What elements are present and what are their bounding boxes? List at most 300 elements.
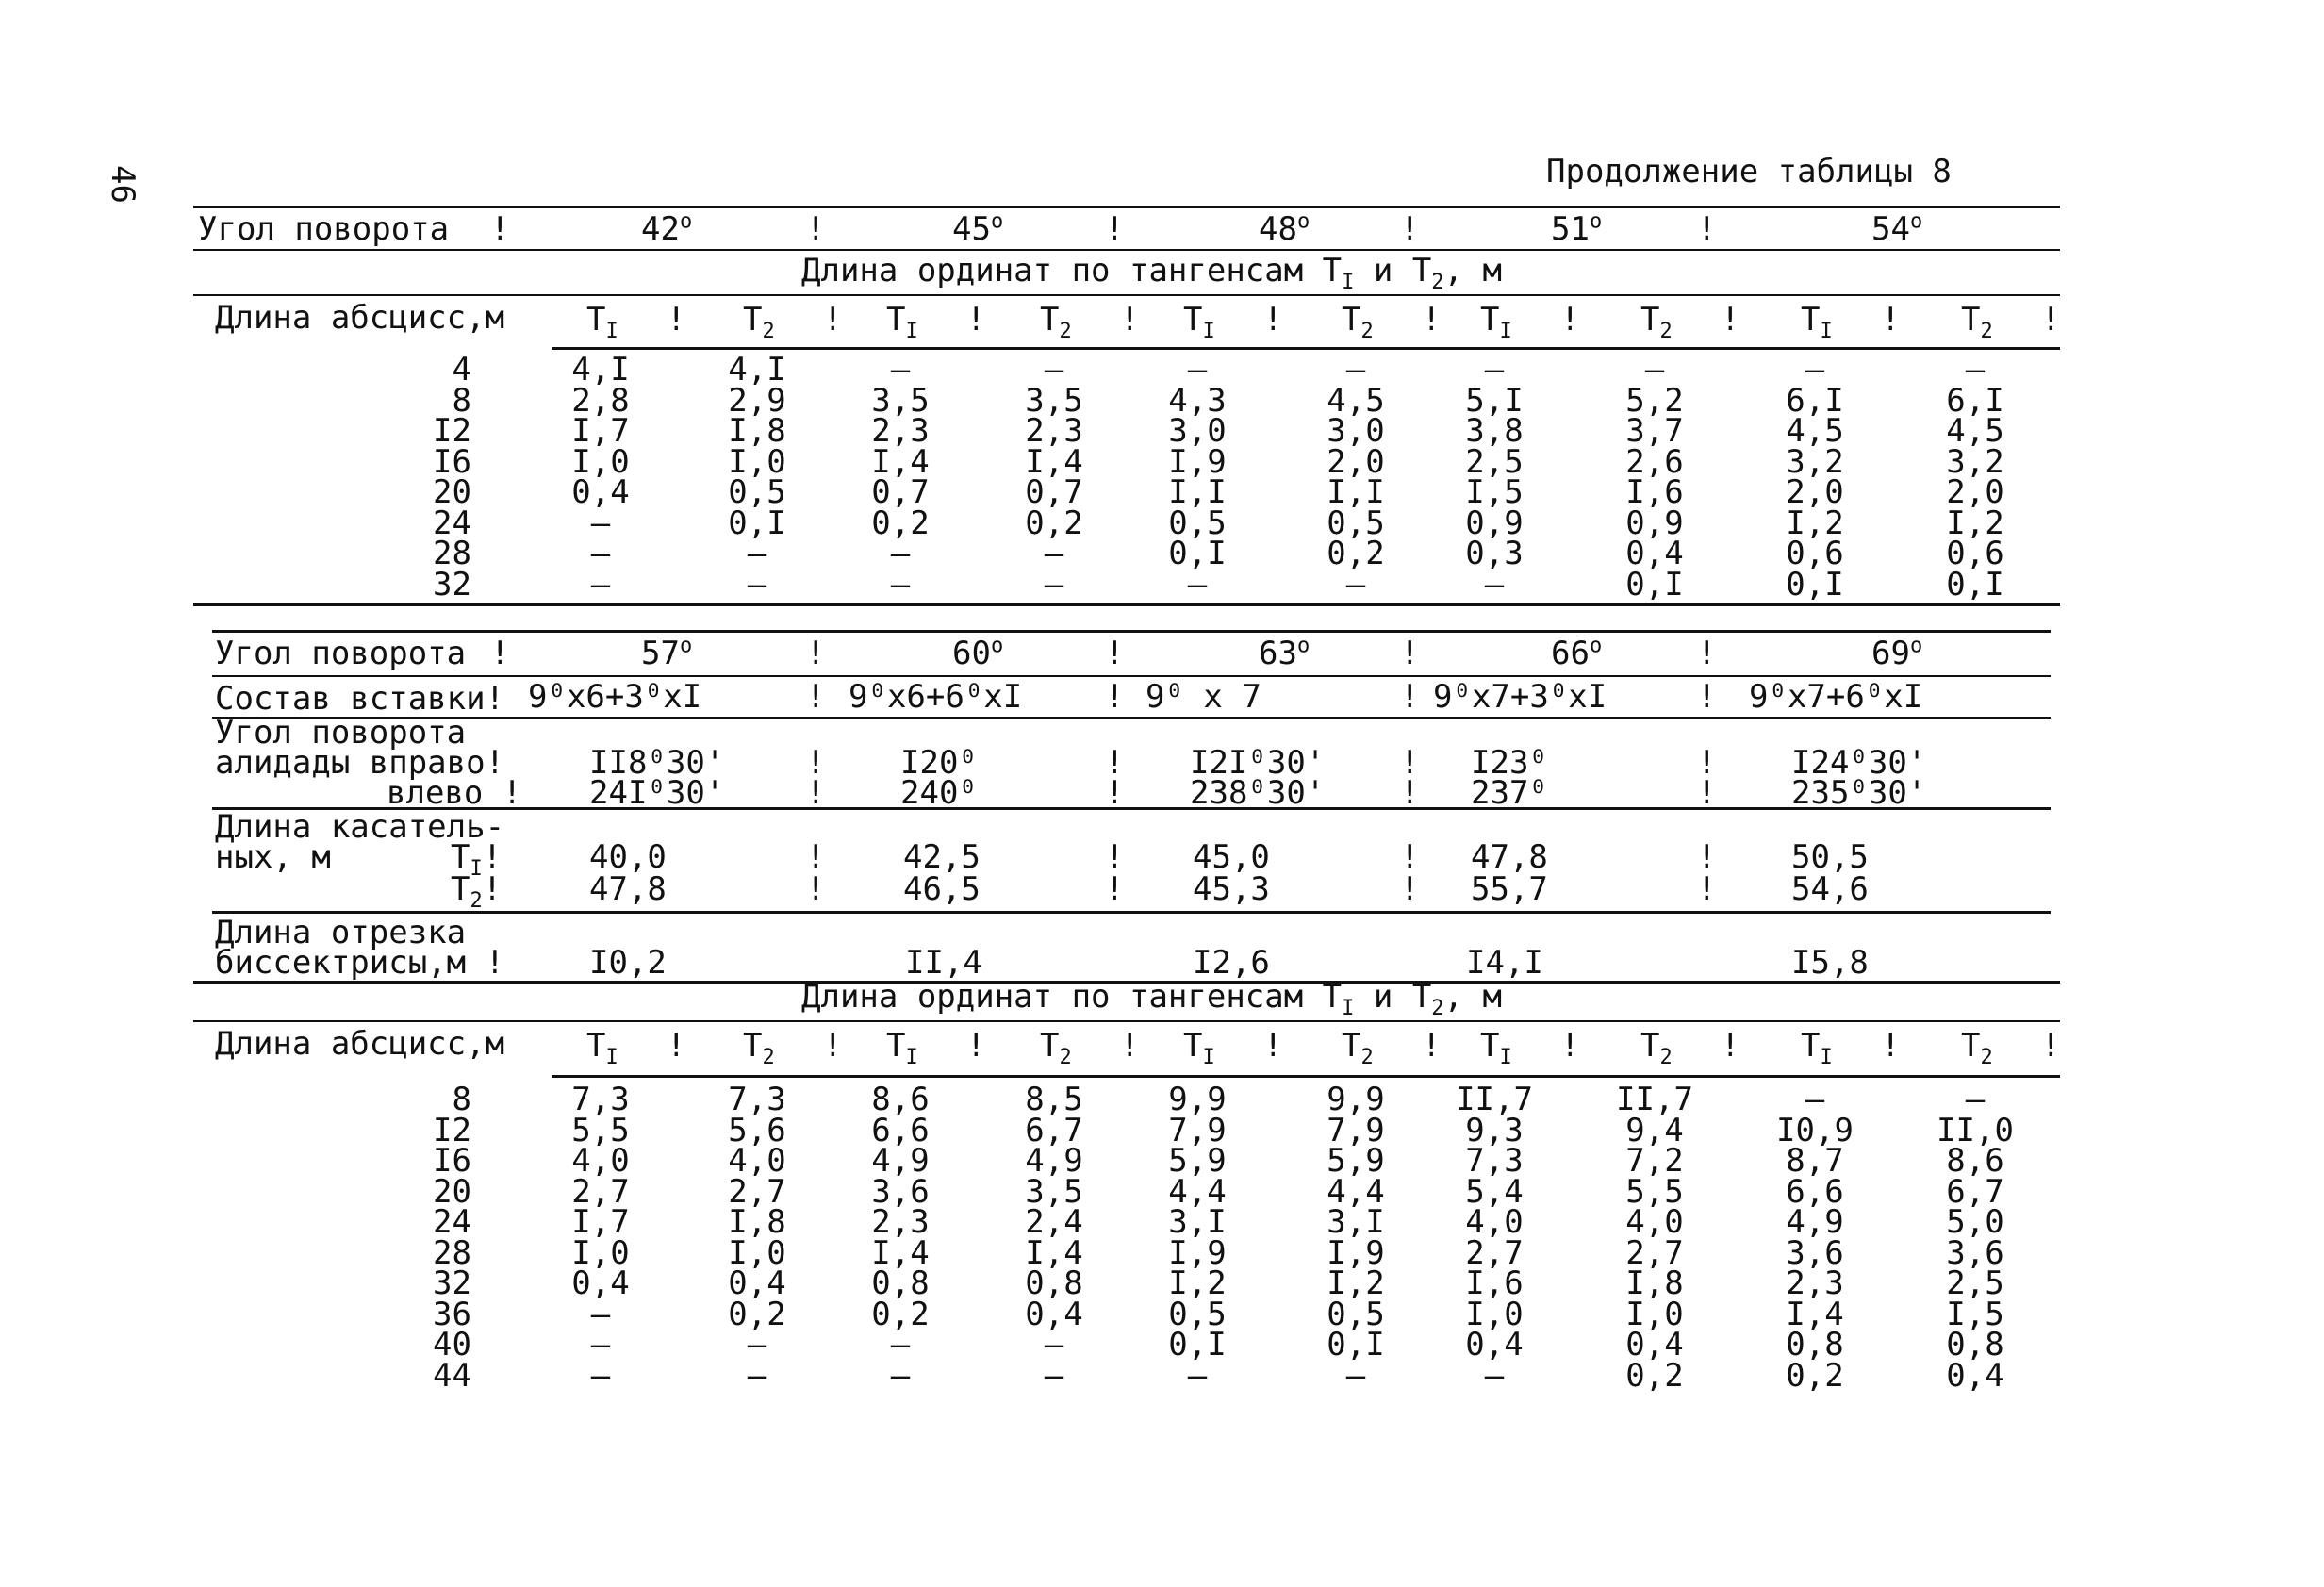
angle-value: 63$^o$ <box>1259 634 1310 672</box>
table-cell: I,4 <box>1786 1295 1844 1333</box>
insert-value: 9⁰х6+3⁰хI <box>528 678 702 716</box>
table-cell: – <box>590 1356 611 1395</box>
t1-header: $T_I$ <box>1480 301 1512 343</box>
table-cell: 0,I <box>1168 1326 1227 1364</box>
table-cell: 7,3 <box>1465 1142 1524 1180</box>
table-cell: 2,6 <box>1625 442 1684 481</box>
table-cell: – <box>747 1356 767 1395</box>
separator: ! <box>1422 301 1442 339</box>
table-cell: – <box>1805 351 1825 388</box>
table-cell: – <box>890 535 911 572</box>
alidade-label-1: Угол поворота <box>215 714 467 752</box>
table-cell: 3,I <box>1327 1203 1385 1241</box>
table-cell: – <box>890 565 911 603</box>
table-cell: 4,5 <box>1327 381 1385 420</box>
table-cell: 0,9 <box>1465 504 1524 542</box>
table-cell: 0,8 <box>1786 1326 1844 1364</box>
table-cell: 0,5 <box>1168 504 1227 542</box>
table-cell: – <box>590 1326 611 1364</box>
table-cell: 8,6 <box>1946 1142 2004 1180</box>
table-cell: 3,8 <box>1465 412 1524 450</box>
table-cell: 0,7 <box>1025 473 1083 511</box>
separator: ! <box>806 635 826 672</box>
value: 42,5 <box>903 838 981 876</box>
rule <box>193 603 2060 606</box>
value: 24I⁰30' <box>589 774 725 812</box>
table-cell: – <box>590 535 611 572</box>
table-cell: – <box>590 504 611 542</box>
separator: ! <box>1400 774 1420 812</box>
tangent-t1-label: $T_I$! <box>451 838 503 881</box>
abscissa-value: 24 <box>433 1203 471 1241</box>
table-cell: 5,9 <box>1327 1142 1385 1180</box>
value: 45,0 <box>1193 838 1270 876</box>
rule <box>212 675 2051 677</box>
table-cell: 0,8 <box>871 1265 930 1302</box>
table-cell: – <box>590 1295 611 1333</box>
table-cell: 5,0 <box>1946 1203 2004 1241</box>
table-cell: 4,0 <box>571 1142 630 1180</box>
insert-value: 9⁰х7+6⁰хI <box>1749 678 1923 716</box>
table-cell: 6,7 <box>1946 1172 2004 1211</box>
separator: ! <box>1400 870 1420 908</box>
table-cell: 3,5 <box>871 381 930 420</box>
angle-value: 45$^o$ <box>952 209 1004 248</box>
t1-header: $T_I$ <box>1183 301 1215 343</box>
table-cell: 3,0 <box>1327 412 1385 450</box>
separator: ! <box>1422 1027 1442 1065</box>
separator: ! <box>1400 678 1420 716</box>
table-cell: I,9 <box>1168 442 1227 481</box>
table-cell: 0,I <box>1168 535 1227 572</box>
separator: ! <box>806 744 826 782</box>
table-cell: 8,7 <box>1786 1142 1844 1180</box>
table-cell: 6,7 <box>1025 1111 1083 1149</box>
abscissa-value: 24 <box>433 504 471 542</box>
table-cell: 0,5 <box>1327 504 1385 542</box>
value: I0,2 <box>589 944 667 982</box>
table-cell: 4,9 <box>1786 1203 1844 1241</box>
table-cell: – <box>1187 565 1208 603</box>
separator: ! <box>1105 870 1125 908</box>
bisector-label-2: биссектрисы,м ! <box>215 944 505 982</box>
table-cell: 4,I <box>571 351 630 388</box>
table-cell: 5,2 <box>1625 381 1684 420</box>
table-cell: I,0 <box>728 442 786 481</box>
table-cell: – <box>1805 1081 1825 1118</box>
separator: ! <box>1697 774 1717 812</box>
separator: ! <box>1120 1027 1140 1065</box>
table-cell: 0,4 <box>571 1265 630 1302</box>
table-cell: 5,9 <box>1168 1142 1227 1180</box>
rule <box>212 911 2051 914</box>
table-cell: 2,0 <box>1946 473 2004 511</box>
table-cell: I,8 <box>1625 1265 1684 1302</box>
t2-header: $T_2$ <box>1640 1027 1673 1069</box>
table-cell: I,2 <box>1168 1265 1227 1302</box>
rule <box>212 630 2051 633</box>
table-cell: 0,7 <box>871 473 930 511</box>
angle-value: 51$^o$ <box>1551 209 1603 248</box>
separator: ! <box>1105 210 1125 248</box>
t1-header: $T_I$ <box>1480 1027 1512 1069</box>
table-cell: 2,0 <box>1327 442 1385 481</box>
table-cell: I,9 <box>1327 1233 1385 1272</box>
separator: ! <box>823 301 843 339</box>
table-cell: 0,I <box>728 504 786 542</box>
separator: ! <box>667 1027 686 1065</box>
table-cell: – <box>747 1326 767 1364</box>
rule <box>193 249 2060 251</box>
tangent-t2-label: $T_2$! <box>451 870 503 913</box>
table-cell: 0,5 <box>728 473 786 511</box>
table-cell: – <box>1345 565 1366 603</box>
table-cell: 0,4 <box>571 473 630 511</box>
table-cell: 0,2 <box>728 1295 786 1333</box>
table-cell: I,0 <box>1465 1295 1524 1333</box>
separator: ! <box>1105 635 1125 672</box>
t1-header: $T_I$ <box>1801 1027 1833 1069</box>
separator: ! <box>490 210 510 248</box>
table-cell: 0,3 <box>1465 535 1524 572</box>
value: 238⁰30' <box>1190 774 1326 812</box>
t2-header: $T_2$ <box>1342 301 1374 343</box>
table-cell: 2,5 <box>1946 1265 2004 1302</box>
abscissa-label-2: Длина абсцисс,м <box>215 1025 505 1063</box>
table-cell: 0,4 <box>1625 1326 1684 1364</box>
table-cell: – <box>1644 351 1665 388</box>
bisector-label-1: Длина отрезка <box>215 914 467 951</box>
abscissa-value: 28 <box>433 1233 471 1272</box>
table-cell: 4,4 <box>1168 1172 1227 1211</box>
table-cell: 0,8 <box>1946 1326 2004 1364</box>
t2-header: $T_2$ <box>1040 301 1072 343</box>
table-cell: 5,4 <box>1465 1172 1524 1211</box>
table-cell: – <box>590 565 611 603</box>
table-cell: 4,5 <box>1786 412 1844 450</box>
table-cell: I,0 <box>1625 1295 1684 1333</box>
table-cell: 2,3 <box>1025 412 1083 450</box>
table-cell: I,6 <box>1465 1265 1524 1302</box>
value: I5,8 <box>1791 944 1869 982</box>
table-cell: 2,9 <box>728 381 786 420</box>
value: I20⁰ <box>900 744 978 782</box>
rule <box>552 347 2060 350</box>
abscissa-value: 8 <box>452 1081 471 1118</box>
separator: ! <box>1697 635 1717 672</box>
table-cell: I,I <box>1168 473 1227 511</box>
table-cell: I0,9 <box>1776 1111 1854 1149</box>
value: II,4 <box>905 944 982 982</box>
angle-value: 42$^o$ <box>641 209 693 248</box>
table-cell: 4,9 <box>1025 1142 1083 1180</box>
separator: ! <box>806 774 826 812</box>
table-cell: 4,4 <box>1327 1172 1385 1211</box>
table-cell: I,2 <box>1327 1265 1385 1302</box>
insert-value: 9⁰ х 7 <box>1146 678 1261 716</box>
table-cell: I,8 <box>728 412 786 450</box>
abscissa-value: I2 <box>433 412 471 450</box>
table-cell: – <box>1484 351 1505 388</box>
separator: ! <box>1400 838 1420 876</box>
t1-header: $T_I$ <box>1801 301 1833 343</box>
separator: ! <box>1120 301 1140 339</box>
separator: ! <box>1697 678 1717 716</box>
separator: ! <box>1697 744 1717 782</box>
t2-header: $T_2$ <box>743 301 775 343</box>
table-cell: – <box>1484 1356 1505 1395</box>
separator: ! <box>806 838 826 876</box>
table-cell: – <box>1345 1356 1366 1395</box>
separator: ! <box>490 635 510 672</box>
table-cell: 0,5 <box>1327 1295 1385 1333</box>
abscissa-value: 4 <box>452 351 471 388</box>
alidade-label-3: влево ! <box>387 774 522 812</box>
separator: ! <box>1881 1027 1901 1065</box>
table-cell: 8,6 <box>871 1081 930 1118</box>
insert-value: 9⁰х6+6⁰хI <box>849 678 1023 716</box>
value: I4,I <box>1466 944 1543 982</box>
table-cell: – <box>1044 565 1064 603</box>
value: I23⁰ <box>1471 744 1548 782</box>
table-cell: I,I <box>1327 473 1385 511</box>
separator: ! <box>1881 301 1901 339</box>
table-cell: – <box>1044 351 1064 388</box>
tangent-label-2: ных, м <box>215 838 331 876</box>
separator: ! <box>1105 838 1125 876</box>
table-cell: 5,I <box>1465 381 1524 420</box>
value: 240⁰ <box>900 774 978 812</box>
table-cell: 0,8 <box>1025 1265 1083 1302</box>
table-cell: 7,3 <box>728 1081 786 1118</box>
table-cell: 5,5 <box>1625 1172 1684 1211</box>
table-cell: 2,7 <box>728 1172 786 1211</box>
table-cell: 9,9 <box>1327 1081 1385 1118</box>
table-cell: – <box>890 1326 911 1364</box>
abscissa-value: 36 <box>433 1295 471 1333</box>
table-cell: I,4 <box>1025 1233 1083 1272</box>
table-cell: I,2 <box>1786 504 1844 542</box>
table-cell: 0,4 <box>1025 1295 1083 1333</box>
table-cell: – <box>747 535 767 572</box>
value: II8⁰30' <box>589 744 725 782</box>
table-cell: II,7 <box>1616 1081 1693 1118</box>
value: 45,3 <box>1193 870 1270 908</box>
angle-value: 54$^o$ <box>1871 209 1923 248</box>
table-cell: 0,4 <box>1625 535 1684 572</box>
value: 54,6 <box>1791 870 1869 908</box>
table-cell: 0,4 <box>728 1265 786 1302</box>
separator: ! <box>667 301 686 339</box>
separator: ! <box>1105 678 1125 716</box>
table-cell: 0,I <box>1946 565 2004 603</box>
abscissa-value: 28 <box>433 535 471 572</box>
table-cell: 7,3 <box>571 1081 630 1118</box>
table-cell: I,0 <box>728 1233 786 1272</box>
t1-header: $T_I$ <box>1183 1027 1215 1069</box>
table-cell: I,8 <box>728 1203 786 1241</box>
value: I2,6 <box>1193 944 1270 982</box>
value: 235⁰30' <box>1791 774 1927 812</box>
t2-header: $T_2$ <box>1961 1027 1993 1069</box>
separator: ! <box>806 210 826 248</box>
rule <box>552 1075 2060 1078</box>
table-cell: I,0 <box>571 442 630 481</box>
value: I24⁰30' <box>1791 744 1927 782</box>
table-cell: 0,6 <box>1786 535 1844 572</box>
separator: ! <box>1721 301 1740 339</box>
abscissa-value: 20 <box>433 473 471 511</box>
table-cell: I,7 <box>571 1203 630 1241</box>
table-cell: – <box>1187 351 1208 388</box>
separator: ! <box>2041 301 2061 339</box>
separator: ! <box>1560 1027 1580 1065</box>
table-cell: – <box>1965 351 1986 388</box>
insert-label: Состав вставки! <box>215 680 505 718</box>
tangent-label-1: Длина касатель- <box>215 808 505 846</box>
t2-header: $T_2$ <box>1342 1027 1374 1069</box>
abscissa-value: I6 <box>433 1142 471 1180</box>
table-cell: I,9 <box>1168 1233 1227 1272</box>
abscissa-value: 32 <box>433 565 471 603</box>
continuation-title: Продолжение таблицы 8 <box>1546 153 1952 190</box>
table-cell: I,4 <box>871 1233 930 1272</box>
table-cell: – <box>1044 1356 1064 1395</box>
table-cell: 2,4 <box>1025 1203 1083 1241</box>
value: 237⁰ <box>1471 774 1548 812</box>
separator: ! <box>806 870 826 908</box>
angle-label-1: Угол поворота <box>198 210 450 248</box>
table-cell: I,4 <box>1025 442 1083 481</box>
table-cell: – <box>890 351 911 388</box>
alidade-label-2: алидады вправо! <box>215 744 505 782</box>
table-cell: I,4 <box>871 442 930 481</box>
table-cell: 2,3 <box>871 1203 930 1241</box>
table-cell: 2,8 <box>571 381 630 420</box>
table-cell: 4,0 <box>1625 1203 1684 1241</box>
table-cell: I,5 <box>1465 473 1524 511</box>
table-cell: 0,2 <box>1025 504 1083 542</box>
t2-header: $T_2$ <box>1040 1027 1072 1069</box>
separator: ! <box>966 1027 986 1065</box>
separator: ! <box>1105 774 1125 812</box>
table-cell: 4,0 <box>728 1142 786 1180</box>
table-cell: 3,7 <box>1625 412 1684 450</box>
angle-value: 48$^o$ <box>1259 209 1310 248</box>
separator: ! <box>806 678 826 716</box>
table-cell: II,7 <box>1456 1081 1533 1118</box>
table-cell: 3,5 <box>1025 1172 1083 1211</box>
value: 50,5 <box>1791 838 1869 876</box>
table-cell: 0,5 <box>1168 1295 1227 1333</box>
value: 40,0 <box>589 838 667 876</box>
table-cell: 0,2 <box>871 1295 930 1333</box>
rule <box>193 206 2060 208</box>
angle-value: 60$^o$ <box>952 634 1004 672</box>
table-cell: 7,9 <box>1168 1111 1227 1149</box>
table-cell: 2,7 <box>1625 1233 1684 1272</box>
separator: ! <box>1105 744 1125 782</box>
table-cell: 3,2 <box>1946 442 2004 481</box>
rule <box>193 1020 2060 1022</box>
angle-label-2: Угол поворота <box>215 635 467 672</box>
abscissa-value: 44 <box>433 1356 471 1395</box>
table-cell: 0,9 <box>1625 504 1684 542</box>
table-cell: II,0 <box>1937 1111 2014 1149</box>
abscissa-value: 32 <box>433 1265 471 1302</box>
table-cell: 0,2 <box>871 504 930 542</box>
table-cell: 0,2 <box>1625 1356 1684 1395</box>
table-cell: 7,2 <box>1625 1142 1684 1180</box>
table-cell: 5,5 <box>571 1111 630 1149</box>
table-cell: 9,9 <box>1168 1081 1227 1118</box>
table-cell: 4,I <box>728 351 786 388</box>
value: 47,8 <box>1471 838 1548 876</box>
separator: ! <box>1400 635 1420 672</box>
table-cell: 6,I <box>1786 381 1844 420</box>
rule <box>212 717 2051 719</box>
table-cell: 2,3 <box>1786 1265 1844 1302</box>
table-cell: I,6 <box>1625 473 1684 511</box>
table-cell: 5,6 <box>728 1111 786 1149</box>
abscissa-label-1: Длина абсцисс,м <box>215 299 505 337</box>
abscissa-value: I6 <box>433 442 471 481</box>
table-cell: 4,3 <box>1168 381 1227 420</box>
table-cell: – <box>1044 1326 1064 1364</box>
separator: ! <box>1697 870 1717 908</box>
table-cell: 3,2 <box>1786 442 1844 481</box>
table-cell: 3,6 <box>871 1172 930 1211</box>
table-cell: 3,I <box>1168 1203 1227 1241</box>
separator: ! <box>1721 1027 1740 1065</box>
table-cell: – <box>890 1356 911 1395</box>
table-cell: 0,I <box>1786 565 1844 603</box>
table-cell: 6,6 <box>1786 1172 1844 1211</box>
table-cell: 6,6 <box>871 1111 930 1149</box>
t1-header: $T_I$ <box>886 301 918 343</box>
separator: ! <box>1560 301 1580 339</box>
table-cell: 2,5 <box>1465 442 1524 481</box>
separator: ! <box>1263 301 1283 339</box>
table-cell: 2,7 <box>571 1172 630 1211</box>
table-cell: 9,4 <box>1625 1111 1684 1149</box>
table-cell: I,7 <box>571 412 630 450</box>
table-cell: 7,9 <box>1327 1111 1385 1149</box>
table-cell: 6,I <box>1946 381 2004 420</box>
table-cell: – <box>1965 1081 1986 1118</box>
table-cell: 0,6 <box>1946 535 2004 572</box>
t1-header: $T_I$ <box>886 1027 918 1069</box>
angle-value: 66$^o$ <box>1551 634 1603 672</box>
separator: ! <box>1697 210 1717 248</box>
ordinates-caption-2: Длина ординат по тангенсам $Т_I$ и $Т_2$, м <box>801 978 1502 1020</box>
t1-header: $T_I$ <box>586 1027 618 1069</box>
value: 46,5 <box>903 870 981 908</box>
value: 47,8 <box>589 870 667 908</box>
t1-header: $T_I$ <box>586 301 618 343</box>
table-cell: 0,I <box>1625 565 1684 603</box>
table-cell: I,0 <box>571 1233 630 1272</box>
table-cell: 0,2 <box>1786 1356 1844 1395</box>
table-cell: 3,0 <box>1168 412 1227 450</box>
t2-header: $T_2$ <box>1640 301 1673 343</box>
table-cell: 4,9 <box>871 1142 930 1180</box>
table-cell: 3,6 <box>1946 1233 2004 1272</box>
table-cell: 0,4 <box>1465 1326 1524 1364</box>
separator: ! <box>1263 1027 1283 1065</box>
table-cell: – <box>1187 1356 1208 1395</box>
abscissa-value: 40 <box>433 1326 471 1364</box>
